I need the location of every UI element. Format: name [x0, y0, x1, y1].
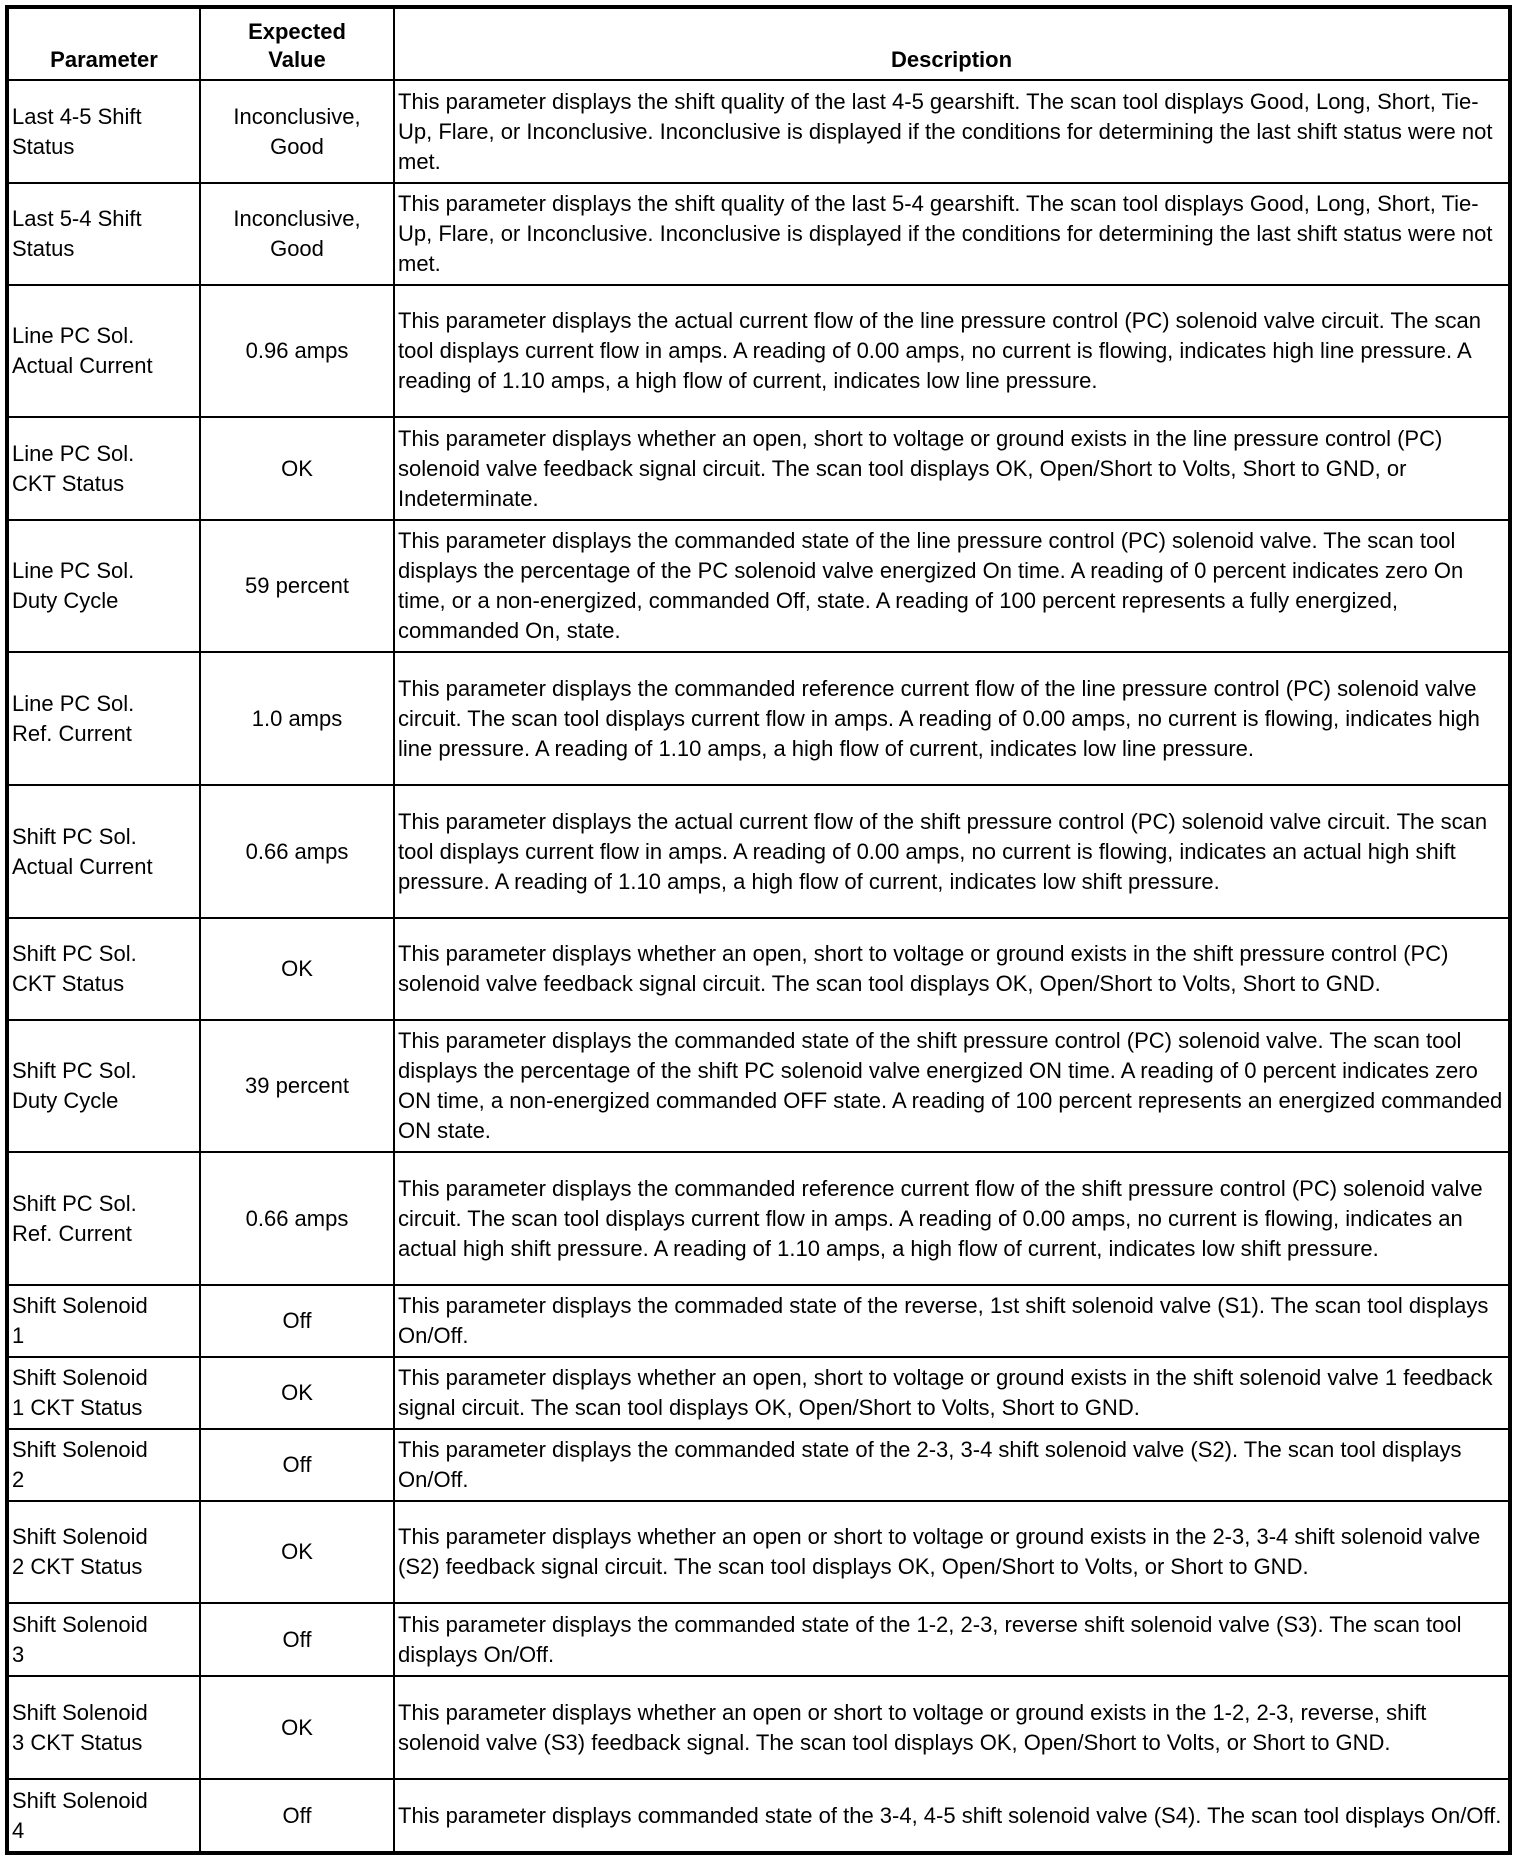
table-row — [7, 785, 1510, 918]
parameter-cell: Shift Solenoid 2 — [7, 1429, 200, 1501]
table-row — [7, 1779, 1510, 1853]
table-row — [7, 1603, 1510, 1676]
expected-value-cell: OK — [200, 1357, 394, 1429]
expected-value-cell: 0.96 amps — [200, 285, 394, 417]
description-cell: This parameter displays the commanded state of the line pressure control (PC) solenoid valve. The scan tool displays the percentage of the PC solenoid valve energized On time. A reading of 0 percent indicates zero On time, or a non-energized, commanded Off, state. A reading of 100 percent represents a fully energized, commanded On, state. — [394, 520, 1510, 652]
parameter-table — [5, 5, 1512, 1855]
description-cell: This parameter displays commanded state of the 3-4, 4-5 shift solenoid valve (S4). The scan tool displays On/Off. — [394, 1779, 1510, 1853]
parameter-cell: Line PC Sol. CKT Status — [7, 417, 200, 520]
table-row — [7, 80, 1510, 183]
parameter-cell: Shift Solenoid 4 — [7, 1779, 200, 1853]
parameter-cell: Line PC Sol. Duty Cycle — [7, 520, 200, 652]
parameter-cell: Shift Solenoid 1 — [7, 1285, 200, 1357]
parameter-cell: Line PC Sol. Actual Current — [7, 285, 200, 417]
table-row — [7, 652, 1510, 785]
parameter-cell: Shift Solenoid 3 CKT Status — [7, 1676, 200, 1779]
expected-value-cell: Off — [200, 1779, 394, 1853]
expected-value-cell: 59 percent — [200, 520, 394, 652]
expected-value-cell: OK — [200, 918, 394, 1020]
expected-value-cell: Off — [200, 1285, 394, 1357]
table-row — [7, 918, 1510, 1020]
table-row — [7, 1020, 1510, 1152]
parameter-cell: Shift PC Sol. CKT Status — [7, 918, 200, 1020]
description-cell: This parameter displays whether an open, short to voltage or ground exists in the shift pressure control (PC) solenoid valve feedback signal circuit. The scan tool displays OK, Open/Short to Volts, Short to GND. — [394, 918, 1510, 1020]
description-cell: This parameter displays the commanded reference current flow of the shift pressure control (PC) solenoid valve circuit. The scan tool displays current flow in amps. A reading of 0.00 amps, no current is flowing, indicates an actual high shift pressure. A reading of 1.10 amps, a high flow of current, indicates low shift pressure. — [394, 1152, 1510, 1285]
parameter-cell: Last 4-5 Shift Status — [7, 80, 200, 183]
description-cell: This parameter displays whether an open or short to voltage or ground exists in the 2-3, 3-4 shift solenoid valve (S2) feedback signal circuit. The scan tool displays OK, Open/Short to Volts, or Short to GND. — [394, 1501, 1510, 1603]
expected-value-cell: 0.66 amps — [200, 1152, 394, 1285]
description-cell: This parameter displays the commanded state of the shift pressure control (PC) solenoid valve. The scan tool displays the percentage of the shift PC solenoid valve energized ON time. A reading of 0 percent indicates zero ON time, a non-energized commanded OFF state. A reading of 100 percent represents an energized commanded ON state. — [394, 1020, 1510, 1152]
parameter-cell: Shift Solenoid 3 — [7, 1603, 200, 1676]
table-row — [7, 183, 1510, 285]
description-cell: This parameter displays the shift quality of the last 4-5 gearshift. The scan tool displays Good, Long, Short, Tie-Up, Flare, or Inconclusive. Inconclusive is displayed if the conditions for determining the last shift status were not met. — [394, 80, 1510, 183]
description-cell: This parameter displays whether an open, short to voltage or ground exists in the shift solenoid valve 1 feedback signal circuit. The scan tool displays OK, Open/Short to Volts, Short to GND. — [394, 1357, 1510, 1429]
parameter-cell: Shift PC Sol. Actual Current — [7, 785, 200, 918]
table-row — [7, 1357, 1510, 1429]
parameter-cell: Last 5-4 Shift Status — [7, 183, 200, 285]
table-row — [7, 520, 1510, 652]
expected-value-cell: OK — [200, 1501, 394, 1603]
parameter-cell: Line PC Sol. Ref. Current — [7, 652, 200, 785]
description-cell: This parameter displays the commanded state of the 1-2, 2-3, reverse shift solenoid valve (S3). The scan tool displays On/Off. — [394, 1603, 1510, 1676]
table-row — [7, 417, 1510, 520]
description-cell: This parameter displays the actual current flow of the shift pressure control (PC) solenoid valve circuit. The scan tool displays current flow in amps. A reading of 0.00 amps, no current is flowing, indicates an actual high shift pressure. A reading of 1.10 amps, a high flow of current, indicates low shift pressure. — [394, 785, 1510, 918]
table-row — [7, 1429, 1510, 1501]
table-row — [7, 1285, 1510, 1357]
expected-value-cell: Inconclusive, Good — [200, 183, 394, 285]
expected-value-cell: OK — [200, 417, 394, 520]
expected-value-cell: 1.0 amps — [200, 652, 394, 785]
expected-value-cell: Off — [200, 1603, 394, 1676]
expected-value-cell: 39 percent — [200, 1020, 394, 1152]
header-expected-value — [200, 7, 394, 80]
header-description: Description — [394, 7, 1510, 80]
table-row — [7, 1501, 1510, 1603]
parameter-cell: Shift PC Sol. Ref. Current — [7, 1152, 200, 1285]
expected-value-cell: Off — [200, 1429, 394, 1501]
parameter-cell: Shift PC Sol. Duty Cycle — [7, 1020, 200, 1152]
parameter-cell: Shift Solenoid 2 CKT Status — [7, 1501, 200, 1603]
table-row — [7, 1676, 1510, 1779]
header-expected-value-text: Expected Value — [248, 19, 346, 72]
description-cell: This parameter displays the commanded state of the 2-3, 3-4 shift solenoid valve (S2). The scan tool displays On/Off. — [394, 1429, 1510, 1501]
description-cell: This parameter displays whether an open or short to voltage or ground exists in the 1-2, 2-3, reverse, shift solenoid valve (S3) feedback signal. The scan tool displays OK, Open/Short to Volts, or Short to GND. — [394, 1676, 1510, 1779]
description-cell: This parameter displays the commanded reference current flow of the line pressure control (PC) solenoid valve circuit. The scan tool displays current flow in amps. A reading of 0.00 amps, no current is flowing, indicates high line pressure. A reading of 1.10 amps, a high flow of current, indicates low line pressure. — [394, 652, 1510, 785]
description-cell: This parameter displays the shift quality of the last 5-4 gearshift. The scan tool displays Good, Long, Short, Tie-Up, Flare, or Inconclusive. Inconclusive is displayed if the conditions for determining the last shift status were not met. — [394, 183, 1510, 285]
description-cell: This parameter displays whether an open, short to voltage or ground exists in the line pressure control (PC) solenoid valve feedback signal circuit. The scan tool displays OK, Open/Short to Volts, Short to GND, or Indeterminate. — [394, 417, 1510, 520]
expected-value-cell: Inconclusive, Good — [200, 80, 394, 183]
parameter-cell: Shift Solenoid 1 CKT Status — [7, 1357, 200, 1429]
expected-value-cell: 0.66 amps — [200, 785, 394, 918]
expected-value-cell: OK — [200, 1676, 394, 1779]
description-cell: This parameter displays the actual current flow of the line pressure control (PC) solenoid valve circuit. The scan tool displays current flow in amps. A reading of 0.00 amps, no current is flowing, indicates high line pressure. A reading of 1.10 amps, a high flow of current, indicates low line pressure. — [394, 285, 1510, 417]
table-row — [7, 1152, 1510, 1285]
description-cell: This parameter displays the commaded state of the reverse, 1st shift solenoid valve (S1). The scan tool displays On/Off. — [394, 1285, 1510, 1357]
table-row — [7, 285, 1510, 417]
header-row — [7, 7, 1510, 80]
header-parameter: Parameter — [7, 7, 200, 80]
